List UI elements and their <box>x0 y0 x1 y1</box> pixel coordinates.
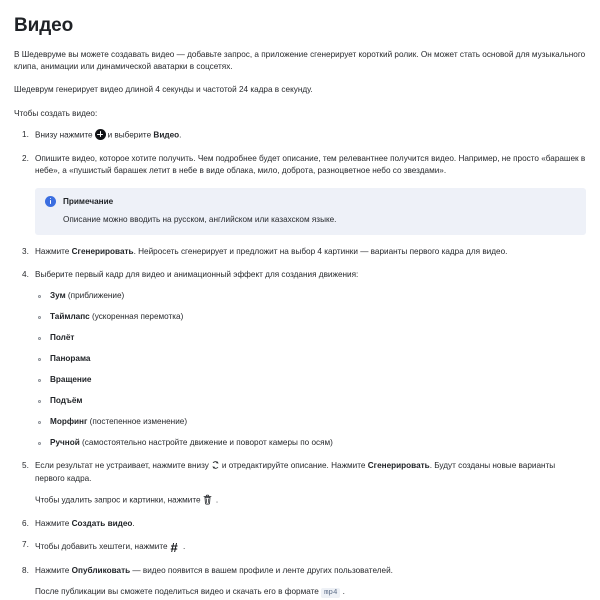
step-8-text <box>35 565 586 577</box>
effect-name: Таймлапс <box>50 312 90 322</box>
effect-name: Вращение <box>50 375 92 385</box>
step-5-subtext <box>35 494 586 507</box>
step-item-1 <box>14 129 586 142</box>
step-5-sub-before-icon: Чтобы удалить запрос и картинки, нажмите <box>35 495 201 505</box>
effect-item-rise[interactable] <box>35 395 586 407</box>
step-item-8 <box>14 565 586 600</box>
note-title: Примечание <box>63 196 114 206</box>
step-5-text <box>35 460 586 485</box>
step-item-3 <box>14 246 586 258</box>
step-item-4 <box>14 269 586 449</box>
step-1-text <box>35 129 586 142</box>
step-3-before-bold: Нажмите <box>35 246 70 256</box>
note-callout <box>35 188 586 235</box>
note-body: Описание можно вводить на русском, английском или казахском языке. <box>63 214 337 224</box>
effects-list <box>35 290 586 449</box>
trash-icon[interactable] <box>203 494 212 505</box>
effect-item-manual[interactable] <box>35 437 586 449</box>
step-7-text <box>35 541 586 553</box>
step-item-5 <box>14 460 586 507</box>
step-8-after-bold: — видео появится в вашем профиле и ленте других пользователей. <box>130 565 393 575</box>
step-6-after-bold: . <box>132 519 135 529</box>
refresh-icon[interactable] <box>211 460 220 470</box>
step-3-after-bold: . Нейросеть сгенерирует и предложит на выбор 4 картинки — варианты первого кадра для видео. <box>133 246 508 256</box>
intro-paragraph-2: Шедеврум генерирует видео длиной 4 секунды и частотой 24 кадра в секунду. <box>14 85 313 95</box>
effect-item-morphing[interactable] <box>35 416 586 428</box>
note-header <box>45 196 576 207</box>
step-4-text: Выберите первый кадр для видео и анимационный эффект для создания движения: <box>35 269 359 279</box>
steps-list <box>14 129 586 600</box>
page-title: Видео <box>14 15 74 36</box>
step-6-text <box>35 518 586 530</box>
step-6-before-bold: Нажмите <box>35 519 70 529</box>
step-6-bold: Создать видео <box>71 519 133 529</box>
effect-name: Морфинг <box>50 417 88 427</box>
hash-icon[interactable]: # <box>170 539 178 555</box>
effect-desc: (приближение) <box>65 291 125 301</box>
step-7-before-icon: Чтобы добавить хештеги, нажмите <box>35 542 168 552</box>
effect-name: Подъём <box>50 396 83 406</box>
intro-paragraph-1: В Шедевруме вы можете создавать видео — добавьте запрос, а приложение сгенерирует короткий ролик. Он может стать основой для музыкального клипа, анимации или динамической аватарки в соцсетях. <box>14 50 586 72</box>
step-2-text: Опишите видео, которое хотите получить. Чем подробнее будет описание, тем релевантнее получится видео. Например, не просто «барашек в небе», а «пушистый барашек летит в небе в виде облака, мило, доброта, разноцветное небо со звездами». <box>35 153 586 176</box>
plus-circle-icon[interactable] <box>95 129 106 140</box>
step-item-2 <box>14 153 586 235</box>
step-5-sub-after-icon: . <box>215 495 219 505</box>
step-3-bold: Сгенерировать <box>71 246 134 256</box>
step-1-before-icon: Внизу нажмите <box>35 130 93 140</box>
effect-name: Полёт <box>50 333 75 343</box>
step-5-part2: и отредактируйте описание. Нажмите <box>221 461 366 471</box>
step-1-after-icon: и выберите <box>107 130 152 140</box>
steps-lead-in: Чтобы создать видео: <box>14 108 98 118</box>
effect-item-timelapse[interactable] <box>35 311 586 323</box>
step-1-bold-target: Видео <box>153 130 180 140</box>
effect-desc: (ускоренная перемотка) <box>89 312 184 322</box>
step-8-before-bold: Нажмите <box>35 565 70 575</box>
effect-item-zoom[interactable] <box>35 290 586 302</box>
effect-name: Ручной <box>50 438 80 448</box>
step-5-bold: Сгенерировать <box>367 461 430 471</box>
format-code: mp4 <box>321 588 340 598</box>
effect-item-rotation[interactable] <box>35 374 586 386</box>
step-1-trailing: . <box>179 130 182 140</box>
effect-desc: (постепенное изменение) <box>87 417 188 427</box>
step-8-sub-after-code: . <box>342 587 345 597</box>
info-icon <box>45 196 56 207</box>
effect-name: Зум <box>50 291 66 301</box>
effect-name: Панорама <box>50 354 91 364</box>
step-5-part3: . Будут созданы новые варианты первого кадра. <box>35 461 556 483</box>
step-3-text <box>35 246 586 258</box>
step-item-6 <box>14 518 586 530</box>
step-item-7 <box>14 541 586 553</box>
step-5-part1: Если результат не устраивает, нажмите внизу <box>35 461 209 471</box>
step-8-sub-before-code: После публикации вы сможете поделиться видео и скачать его в формате <box>35 587 319 597</box>
step-7-after-icon: . <box>183 542 186 552</box>
effect-item-panorama[interactable] <box>35 353 586 365</box>
effect-item-flight[interactable] <box>35 332 586 344</box>
effect-desc: (самостоятельно настройте движение и поворот камеры по осям) <box>79 438 333 448</box>
step-8-bold: Опубликовать <box>71 565 131 575</box>
step-8-subtext <box>35 586 586 599</box>
